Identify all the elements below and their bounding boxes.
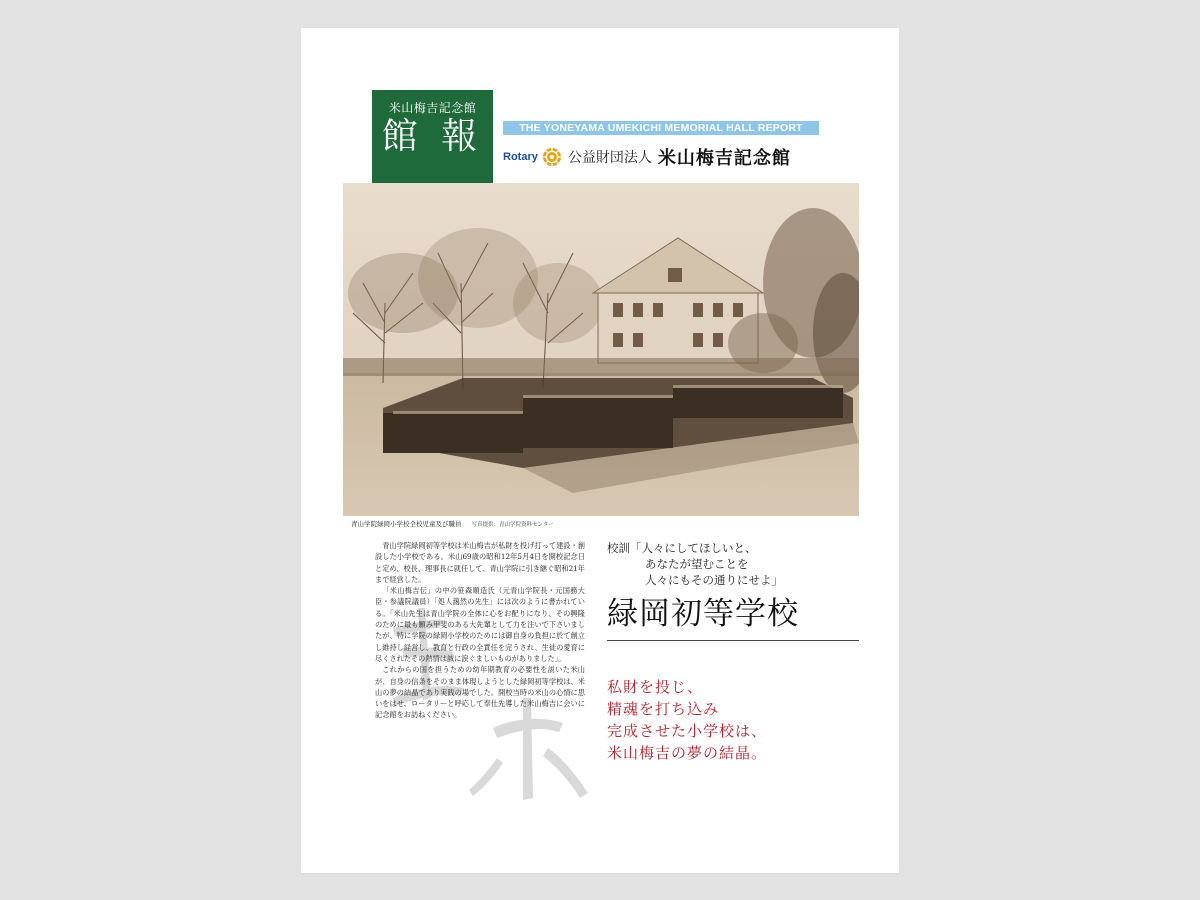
lead-line: 米山梅吉の夢の結晶。 bbox=[607, 744, 768, 762]
school-group-photo bbox=[343, 183, 859, 516]
motto-line: 人々にもその通りにせよ」 bbox=[645, 573, 783, 587]
article-body bbox=[375, 540, 585, 721]
masthead-title: 館 報 bbox=[381, 116, 484, 157]
english-banner: THE YONEYAMA UMEKICHI MEMORIAL HALL REPORT bbox=[503, 121, 819, 135]
rotary-wheel-icon bbox=[542, 147, 562, 167]
lead-line: 完成させた小学校は、 bbox=[607, 722, 768, 740]
motto-line: 校訓「人々にしてほしいと、 bbox=[607, 541, 757, 555]
lead-text bbox=[607, 676, 867, 764]
body-paragraph: これからの国を担うための幼年期教育の必要性を説いた米山が、自身の信条をそのまま体現しようとした緑岡初等学校は、米山の夢の結晶であり実践の場でした。開校当時の米山の心情に思いをはせ、ロータリーと呼応して奉仕先導した米山梅吉に会いに記念館をお訪ねください。 bbox=[375, 665, 585, 720]
caption-text: 青山学院緑岡小学校全校児童及び職員 bbox=[351, 520, 462, 528]
masthead-org-label: 米山梅吉記念館 bbox=[388, 101, 477, 115]
publisher-row bbox=[503, 145, 791, 169]
photo-credit: 写真提供：青山学院資料センター bbox=[471, 522, 554, 528]
org-name: 米山梅吉記念館 bbox=[657, 148, 791, 169]
motto-line: あなたが望むことを bbox=[645, 557, 749, 571]
lead-line: 私財を投じ、 bbox=[607, 678, 704, 696]
body-paragraph: 「米山梅吉伝」の中の笹森順造氏（元青山学院長・元国務大臣・参議院議員）「処人藹然の先生」には次のように書かれている。「米山先生は青山学院の全体に心をお配りになり、その興隆のために最も願み甲斐のある大先輩として力を注いで下さいましたが、特に学院の緑岡小学校のためには御自身の負担に於て創立し維持し経営し、教育と行政の全責任を完うされ、生徒の愛育に尽くされたその熱情は誠に涙ぐましいものがありました」。 bbox=[375, 586, 585, 663]
body-paragraph: 青山学院緑岡初等学校は米山梅吉が私財を投げ打って建設・創設した小学校である。米山69歳の昭和12年5月4日を開校記念日と定め、校長、理事長に就任して、青山学院に引き継ぐ昭和21年まで経営した。 bbox=[375, 541, 585, 584]
lead-line: 精魂を打ち込み bbox=[607, 700, 720, 718]
school-motto bbox=[607, 540, 867, 588]
photo-caption bbox=[351, 519, 554, 528]
headline-school-name: 緑岡初等学校 bbox=[607, 594, 859, 641]
org-prefix: 公益財団法人 bbox=[567, 150, 652, 166]
rotary-wordmark: Rotary bbox=[503, 151, 538, 163]
newsletter-cover bbox=[301, 28, 899, 873]
